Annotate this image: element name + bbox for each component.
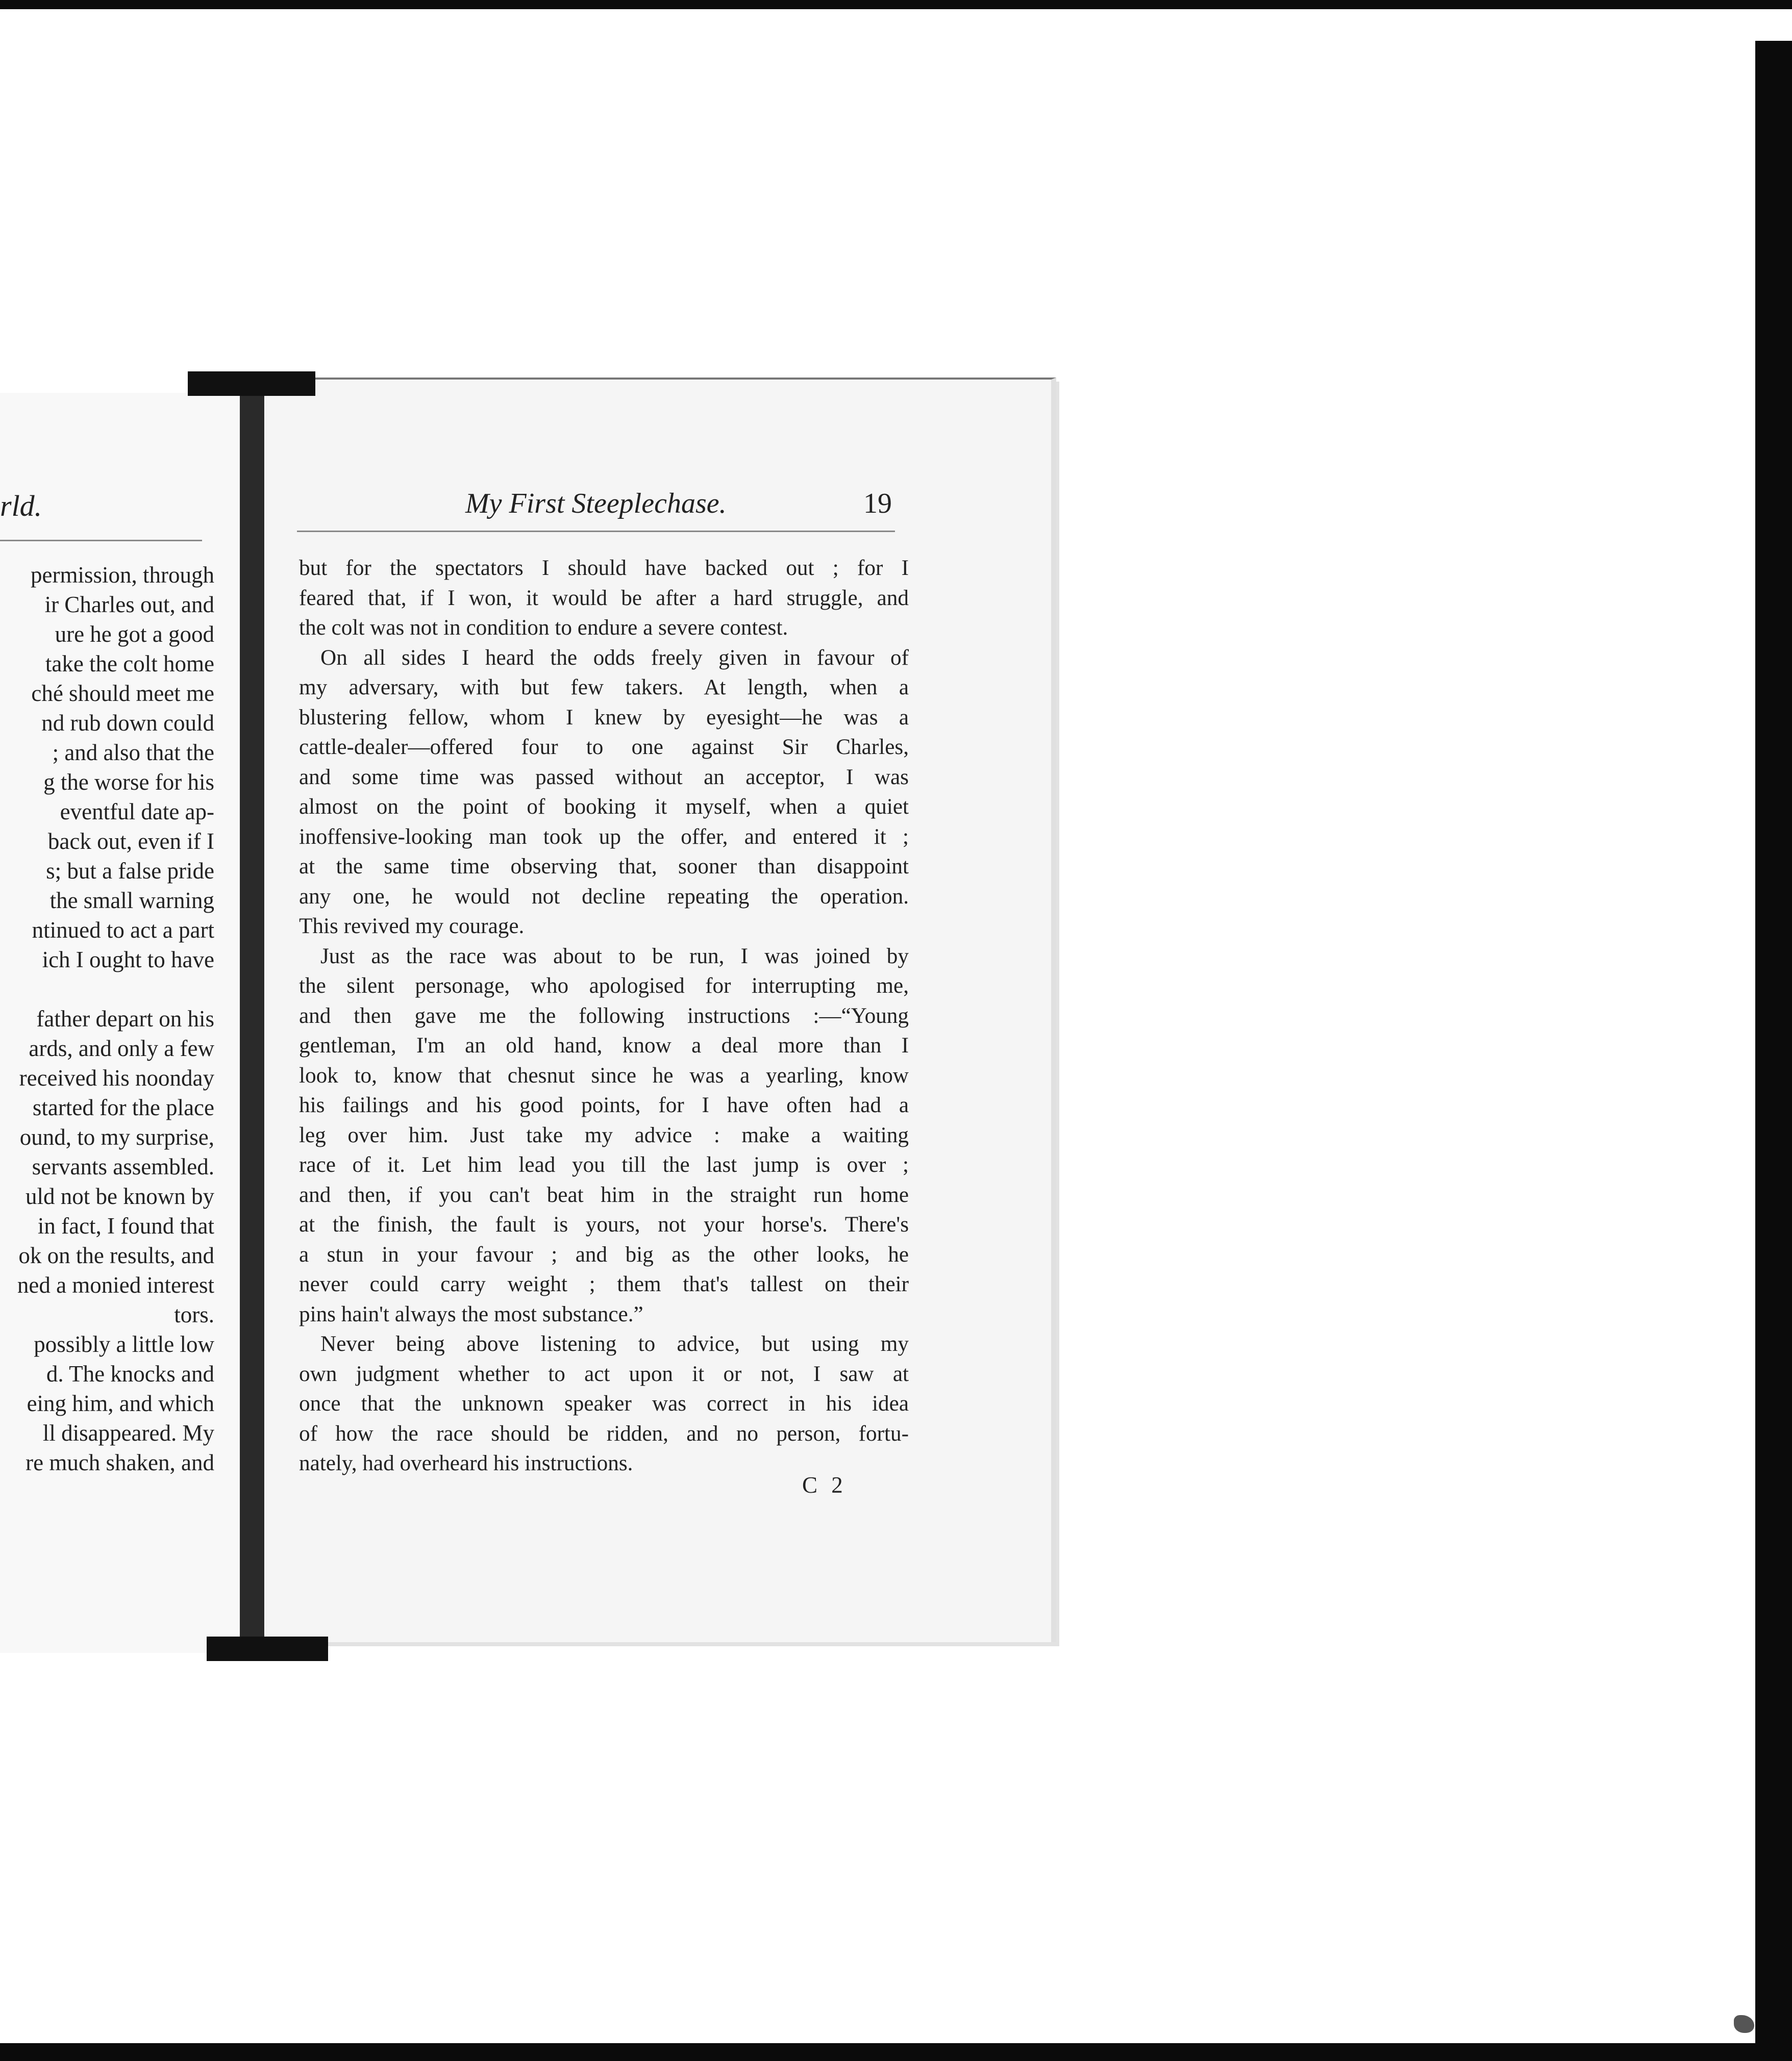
- left-text-line: eventful date ap-: [60, 799, 214, 824]
- left-running-head: rld.: [0, 489, 42, 522]
- text-line: and then gave me the following instructions :—“Young: [299, 1003, 909, 1028]
- text-line: This revived my courage.: [299, 914, 525, 938]
- paragraph: [299, 554, 909, 643]
- left-text-line: [0, 974, 214, 1004]
- left-text-line: d. The knocks and: [46, 1361, 214, 1387]
- left-text-line: ure he got a good: [55, 621, 214, 647]
- left-text-line: servants assembled.: [32, 1154, 214, 1179]
- page-number: 19: [863, 488, 892, 519]
- left-text-line: ich I ought to have: [42, 947, 214, 972]
- left-text-line: ntinued to act a part: [32, 917, 214, 943]
- left-text-line: re much shaken, and: [26, 1450, 214, 1475]
- signature-mark: C 2: [802, 1472, 847, 1498]
- text-line: almost on the point of booking it myself, when a quiet: [299, 795, 909, 819]
- paragraph: [299, 643, 909, 942]
- left-text-line: tors.: [174, 1302, 214, 1327]
- binding-strip: [240, 388, 264, 1643]
- text-line: nately, had overheard his instructions.: [299, 1451, 633, 1475]
- paragraph: [299, 1329, 909, 1479]
- left-text-line: possibly a little low: [34, 1331, 214, 1357]
- left-text-line: ll disappeared. My: [42, 1420, 214, 1446]
- left-text-line: s; but a false pride: [46, 858, 214, 884]
- text-line: blustering fellow, whom I knew by eyesight—he was a: [299, 705, 909, 730]
- left-text-line: ir Charles out, and: [44, 592, 214, 617]
- left-page-text: [0, 560, 214, 1477]
- text-line: of how the race should be ridden, and no person, fortu-: [299, 1421, 909, 1446]
- left-text-line: nd rub down could: [41, 710, 214, 736]
- left-text-line: father depart on his: [36, 1006, 214, 1032]
- text-line: any one, he would not decline repeating the operation.: [299, 884, 909, 909]
- left-text-line: in fact, I found that: [37, 1213, 214, 1239]
- left-text-line: ché should meet me: [31, 681, 214, 706]
- left-header-rule: [0, 540, 202, 541]
- text-line: look to, know that chesnut since he was a yearling, know: [299, 1063, 909, 1088]
- left-text-line: received his noonday: [19, 1065, 214, 1091]
- left-text-line: ound, to my surprise,: [19, 1124, 214, 1150]
- left-text-line: g the worse for his: [43, 769, 214, 795]
- text-line: leg over him. Just take my advice : make a waiting: [299, 1123, 909, 1147]
- left-text-line: back out, even if I: [47, 828, 214, 854]
- text-line: own judgment whether to act upon it or not, I saw at: [299, 1362, 909, 1386]
- scan-border-bottom: [0, 2043, 1792, 2061]
- text-line: once that the unknown speaker was correct in his idea: [299, 1392, 909, 1416]
- right-page-text: [299, 554, 909, 1479]
- text-line: never could carry weight ; them that's tallest on their: [299, 1272, 909, 1296]
- binding-clip-bottom: [207, 1637, 328, 1661]
- text-line: race of it. Let him lead you till the last jump is over ;: [299, 1153, 909, 1177]
- scan-border-top: [0, 0, 1792, 9]
- scan-border-right: [1755, 41, 1792, 2061]
- text-line: and some time was passed without an acceptor, I was: [299, 765, 909, 789]
- text-line: at the same time observing that, sooner than disappoint: [299, 854, 909, 878]
- text-line: gentleman, I'm an old hand, know a deal more than I: [299, 1034, 909, 1058]
- left-text-line: permission, through: [31, 562, 214, 588]
- text-line: cattle-dealer—offered four to one against Sir Charles,: [299, 735, 909, 759]
- binding-clip-top: [188, 371, 315, 396]
- left-text-line: eing him, and which: [27, 1391, 214, 1416]
- right-header-rule: [297, 531, 895, 532]
- text-line: Just as the race was about to be run, I was joined by: [320, 944, 909, 968]
- text-line: a stun in your favour ; and big as the other looks, he: [299, 1242, 909, 1267]
- text-line: feared that, if I won, it would be after a hard struggle, and: [299, 586, 909, 610]
- left-text-line: started for the place: [32, 1095, 214, 1120]
- left-text-line: uld not be known by: [26, 1184, 214, 1209]
- left-text-line: ; and also that the: [52, 740, 214, 765]
- left-text-line: ned a monied interest: [17, 1272, 214, 1298]
- left-text-line: take the colt home: [45, 651, 214, 676]
- right-running-head: My First Steeplechase.: [465, 488, 727, 519]
- left-text-line: ards, and only a few: [29, 1036, 214, 1061]
- paragraph: [299, 942, 909, 1330]
- text-line: inoffensive-looking man took up the offer, and entered it ;: [299, 824, 909, 849]
- text-line: the silent personage, who apologised for interrupting me,: [299, 974, 909, 998]
- text-line: Never being above listening to advice, but using my: [320, 1332, 909, 1356]
- text-line: but for the spectators I should have backed out ; for I: [299, 556, 909, 580]
- text-line: at the finish, the fault is yours, not your horse's. There's: [299, 1213, 909, 1237]
- text-line: the colt was not in condition to endure a severe contest.: [299, 616, 788, 640]
- text-line: On all sides I heard the odds freely given in favour of: [320, 645, 909, 670]
- left-text-line: ok on the results, and: [18, 1243, 214, 1268]
- text-line: my adversary, with but few takers. At length, when a: [299, 675, 909, 699]
- text-line: pins hain't always the most substance.”: [299, 1302, 643, 1326]
- text-line: his failings and his good points, for I have often had a: [299, 1093, 909, 1117]
- text-line: and then, if you can't beat him in the straight run home: [299, 1183, 909, 1207]
- left-text-line: the small warning: [49, 888, 214, 913]
